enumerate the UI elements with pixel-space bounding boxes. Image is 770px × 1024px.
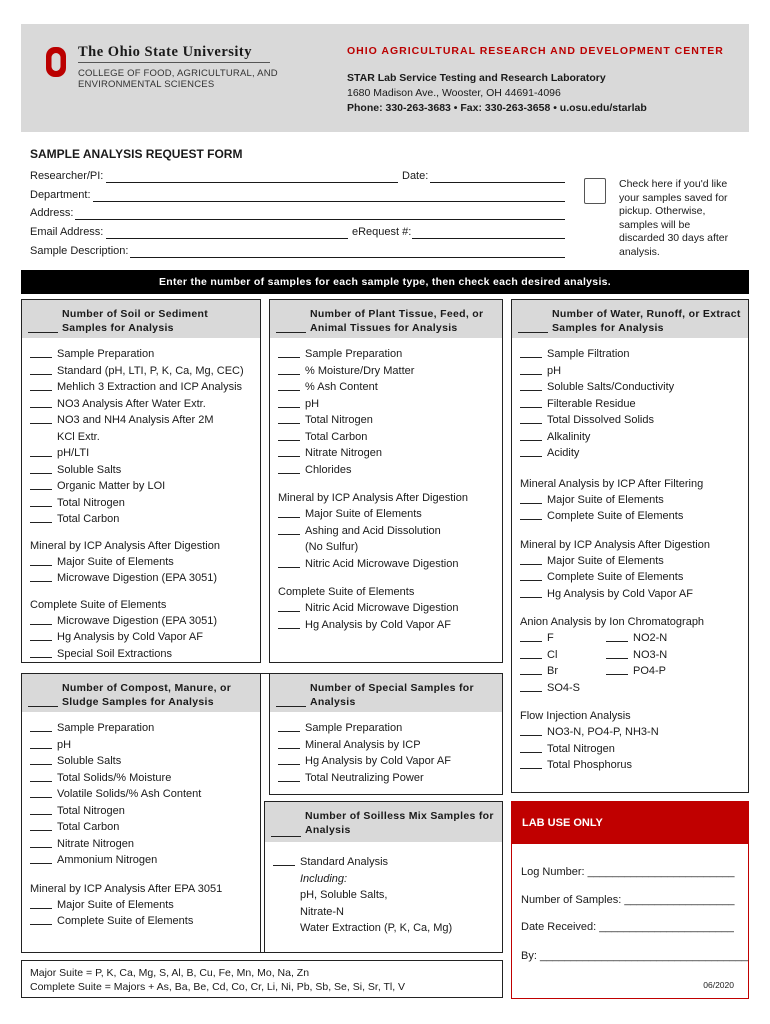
complete-suite-note: Complete Suite = Majors + As, Ba, Be, Cd, Co, Cr, Li, Ni, Pb, Sb, Se, Si, Sr, Tl, V — [30, 981, 406, 993]
date-field[interactable] — [430, 182, 565, 183]
soil-section-header — [22, 300, 260, 338]
list-item[interactable]: pH — [30, 737, 252, 754]
plant-section — [269, 299, 503, 663]
list-item[interactable]: Mineral Analysis by ICP — [278, 737, 494, 754]
list-item[interactable]: NO3 Analysis After Water Extr. — [30, 396, 252, 413]
list-item[interactable]: Complete Suite of Elements — [520, 569, 740, 586]
form-version-date: 06/2020 — [703, 980, 734, 990]
count-blank[interactable] — [520, 456, 542, 457]
count-blank[interactable] — [30, 764, 52, 765]
count-blank[interactable] — [520, 674, 542, 675]
water-section-header — [512, 300, 748, 338]
count-blank[interactable] — [278, 567, 300, 568]
count-blank[interactable] — [30, 423, 52, 424]
list-item[interactable]: Hg Analysis by Cold Vapor AF — [520, 586, 740, 603]
list-item[interactable]: Major Suite of Elements — [278, 506, 494, 523]
list-item[interactable]: Total Neutralizing Power — [278, 770, 494, 787]
lab-contact: Phone: 330-263-3683 • Fax: 330-263-3658 • u.osu.edu/starlab — [347, 102, 647, 114]
count-blank[interactable] — [30, 506, 52, 507]
count-blank[interactable] — [30, 781, 52, 782]
list-item[interactable]: Sample Preparation — [278, 720, 494, 737]
instructions-banner: Enter the number of samples for each sample type, then check each desired analysis. — [21, 270, 749, 294]
list-item[interactable]: Total Solids/% Moisture — [30, 770, 252, 787]
count-blank[interactable] — [30, 581, 52, 582]
list-item[interactable]: Hg Analysis by Cold Vapor AF — [30, 629, 252, 646]
list-item[interactable]: Total Nitrogen — [30, 803, 252, 820]
list-item[interactable]: Total Carbon — [30, 819, 252, 836]
count-blank[interactable] — [278, 423, 300, 424]
water-section — [511, 299, 749, 793]
group-title: Mineral by ICP Analysis After Digestion — [278, 492, 468, 504]
group-title: Complete Suite of Elements — [30, 598, 167, 611]
count-blank[interactable] — [520, 423, 542, 424]
count-blank[interactable] — [278, 781, 300, 782]
count-blank[interactable] — [30, 830, 52, 831]
date-received-field[interactable]: Date Received: ______________________ — [521, 921, 734, 933]
soilless-header-label: Number of Soilless Mix Samples for Analysis — [305, 810, 494, 836]
lab-address: 1680 Madison Ave., Wooster, OH 44691-4096 — [347, 87, 561, 99]
count-blank[interactable] — [520, 407, 542, 408]
count-blank[interactable] — [30, 565, 52, 566]
count-blank[interactable] — [30, 522, 52, 523]
list-item[interactable]: Filterable Residue — [520, 396, 740, 413]
count-blank[interactable] — [520, 440, 542, 441]
count-blank[interactable] — [30, 473, 52, 474]
list-item[interactable]: Microwave Digestion (EPA 3051) — [30, 613, 252, 630]
soilless-section — [264, 801, 503, 953]
list-item[interactable]: Volatile Solids/% Ash Content — [30, 786, 252, 803]
list-item[interactable]: pH — [520, 363, 740, 380]
count-blank[interactable] — [278, 731, 300, 732]
soil-section — [21, 299, 261, 663]
count-blank[interactable] — [520, 735, 542, 736]
soilless-section-header — [265, 802, 502, 842]
list-item[interactable]: Major Suite of Elements — [30, 897, 252, 914]
email-label: Email Address: — [30, 226, 104, 238]
count-blank[interactable] — [278, 407, 300, 408]
erequest-label: eRequest #: — [352, 226, 412, 238]
page-header — [21, 24, 749, 132]
list-item[interactable]: % Ash Content — [278, 379, 494, 396]
count-blank[interactable] — [606, 674, 628, 675]
count-blank[interactable] — [278, 748, 300, 749]
plant-header-label: Number of Plant Tissue, Feed, or Animal Tissues for Analysis — [310, 308, 484, 334]
list-item[interactable]: % Moisture/Dry Matter — [278, 363, 494, 380]
compost-section-header — [22, 674, 260, 712]
count-blank[interactable] — [278, 517, 300, 518]
list-item[interactable]: Total Nitrogen — [278, 412, 494, 429]
list-item[interactable]: Sample Preparation — [278, 346, 494, 363]
block-o-logo-icon — [45, 46, 67, 78]
list-item[interactable]: Nitrate Nitrogen — [30, 836, 252, 853]
list-item[interactable]: Total Phosphorus — [520, 757, 740, 774]
form-title: SAMPLE ANALYSIS REQUEST FORM — [30, 147, 243, 161]
list-item[interactable]: Alkalinity — [520, 429, 740, 446]
university-name: The Ohio State University — [78, 44, 253, 60]
count-blank[interactable] — [30, 748, 52, 749]
log-number-field[interactable]: Log Number: ________________________ — [521, 866, 735, 878]
count-blank[interactable] — [520, 503, 542, 504]
count-blank[interactable] — [520, 564, 542, 565]
list-item[interactable]: Nitric Acid Microwave Digestion — [278, 556, 494, 573]
count-blank[interactable] — [278, 473, 300, 474]
count-blank[interactable] — [30, 814, 52, 815]
group-title: Mineral by ICP Analysis After Digestion — [520, 538, 710, 551]
list-item[interactable]: Hg Analysis by Cold Vapor AF — [278, 753, 494, 770]
count-blank[interactable] — [520, 752, 542, 753]
pickup-checkbox[interactable] — [584, 178, 606, 204]
list-item-continuation: KCl Extr. — [57, 430, 100, 443]
count-blank[interactable] — [30, 456, 52, 457]
divider — [78, 62, 270, 63]
group-title: Mineral by ICP Analysis After Digestion — [30, 539, 220, 552]
list-item[interactable]: Standard (pH, LTI, P, K, Ca, Mg, CEC) — [30, 363, 252, 380]
count-blank[interactable] — [278, 390, 300, 391]
count-blank[interactable] — [30, 924, 52, 925]
list-item-continuation: Nitrate-N — [300, 905, 345, 918]
list-item[interactable]: pH/LTI — [30, 445, 252, 462]
compost-section — [21, 673, 261, 953]
group-title: Anion Analysis by Ion Chromatograph — [520, 616, 705, 628]
list-item[interactable]: Ammonium Nitrogen — [30, 852, 252, 869]
list-item[interactable]: Sample Filtration — [520, 346, 740, 363]
count-blank[interactable] — [30, 731, 52, 732]
count-blank[interactable] — [30, 657, 52, 658]
list-item[interactable]: Major Suite of Elements — [520, 492, 740, 509]
list-item[interactable]: Microwave Digestion (EPA 3051) — [30, 570, 252, 587]
department-field[interactable] — [93, 201, 565, 202]
list-item-continuation: Water Extraction (P, K, Ca, Mg) — [300, 922, 453, 934]
list-item[interactable]: NO3 and NH4 Analysis After 2M — [30, 412, 252, 429]
count-blank[interactable] — [30, 640, 52, 641]
count-blank[interactable] — [30, 863, 52, 864]
major-suite-note: Major Suite = P, K, Ca, Mg, S, Al, B, Cu, Fe, Mn, Mo, Na, Zn — [30, 967, 310, 979]
pickup-note: Check here if you'd like your samples saved for pickup. Otherwise, samples will be discarded 30 days after analysis. — [619, 178, 729, 258]
list-item[interactable]: Sample Preparation — [30, 720, 252, 737]
count-blank[interactable] — [278, 764, 300, 765]
received-by-field[interactable]: By: __________________________________ — [521, 950, 748, 962]
list-item[interactable]: Total Carbon — [278, 429, 494, 446]
list-item[interactable]: Ashing and Acid Dissolution — [278, 523, 494, 540]
count-blank[interactable] — [606, 658, 628, 659]
plant-section-header — [270, 300, 502, 338]
list-item[interactable]: Major Suite of Elements — [30, 554, 252, 571]
count-blank[interactable] — [273, 865, 295, 866]
count-blank[interactable] — [520, 597, 542, 598]
compost-header-label: Number of Compost, Manure, or Sludge Samples for Analysis — [62, 682, 232, 708]
list-item[interactable]: Major Suite of Elements — [520, 553, 740, 570]
count-blank[interactable] — [520, 768, 542, 769]
list-item[interactable]: Soluble Salts/Conductivity — [520, 379, 740, 396]
special-header-label: Number of Special Samples for Analysis — [310, 682, 474, 708]
department-label: Department: — [30, 189, 91, 201]
count-blank[interactable] — [278, 456, 300, 457]
count-blank[interactable] — [520, 519, 542, 520]
list-item[interactable]: Hg Analysis by Cold Vapor AF — [278, 617, 494, 634]
erequest-field[interactable] — [412, 238, 565, 239]
sample-count-field[interactable]: Number of Samples: __________________ — [521, 894, 735, 906]
lab-use-section — [511, 801, 749, 999]
list-item[interactable]: Chlorides — [278, 462, 494, 479]
special-section — [269, 673, 503, 795]
description-label: Sample Description: — [30, 245, 129, 257]
count-blank[interactable] — [520, 580, 542, 581]
list-item[interactable]: SO4-S — [520, 680, 606, 697]
count-blank[interactable] — [278, 440, 300, 441]
list-item[interactable]: Total Carbon — [30, 511, 252, 528]
list-item[interactable]: Br — [520, 663, 606, 680]
count-blank[interactable] — [520, 691, 542, 692]
count-blank[interactable] — [30, 374, 52, 375]
count-blank[interactable] — [278, 534, 300, 535]
list-item[interactable]: F — [520, 630, 606, 647]
count-blank[interactable] — [30, 357, 52, 358]
researcher-label: Researcher/PI: — [30, 170, 104, 182]
list-item[interactable]: pH — [278, 396, 494, 413]
count-blank[interactable] — [520, 390, 542, 391]
group-title: Flow Injection Analysis — [520, 710, 631, 722]
list-item[interactable]: Soluble Salts — [30, 753, 252, 770]
researcher-field[interactable] — [106, 182, 398, 183]
suite-legend — [21, 960, 503, 998]
list-item[interactable]: Cl — [520, 647, 606, 664]
list-item[interactable]: Sample Preparation — [30, 346, 252, 363]
list-item[interactable]: Acidity — [520, 445, 740, 462]
list-item[interactable]: Nitrate Nitrogen — [278, 445, 494, 462]
count-blank[interactable] — [30, 797, 52, 798]
soil-header-label: Number of Soil or Sediment Samples for Analysis — [62, 308, 209, 334]
list-item[interactable]: Special Soil Extractions — [30, 646, 252, 663]
list-item-continuation: (No Sulfur) — [305, 541, 359, 553]
list-item[interactable]: NO2-N — [606, 630, 667, 647]
address-field[interactable] — [75, 219, 565, 220]
list-item[interactable]: Total Dissolved Solids — [520, 412, 740, 429]
count-blank[interactable] — [278, 611, 300, 612]
count-blank[interactable] — [278, 628, 300, 629]
group-title: Mineral by ICP Analysis After EPA 3051 — [30, 882, 223, 895]
list-item[interactable]: Standard Analysis — [273, 854, 494, 871]
list-item[interactable]: Total Nitrogen — [30, 495, 252, 512]
count-blank[interactable] — [520, 641, 542, 642]
lab-use-header: LAB USE ONLY — [512, 802, 748, 844]
list-item[interactable]: Complete Suite of Elements — [30, 913, 252, 930]
date-label: Date: — [402, 170, 429, 182]
list-item[interactable]: PO4-P — [606, 663, 667, 680]
count-blank[interactable] — [520, 357, 542, 358]
list-item[interactable]: NO3-N, PO4-P, NH3-N — [520, 724, 740, 741]
count-blank[interactable] — [30, 624, 52, 625]
group-title: Mineral Analysis by ICP After Filtering — [520, 477, 704, 490]
college-name: COLLEGE OF FOOD, AGRICULTURAL, AND ENVIRONMENTAL SCIENCES — [78, 68, 278, 90]
list-item[interactable]: Mehlich 3 Extraction and ICP Analysis — [30, 379, 252, 396]
list-item[interactable]: NO3-N — [606, 647, 667, 664]
count-blank[interactable] — [30, 489, 52, 490]
special-section-header — [270, 674, 502, 712]
count-blank[interactable] — [30, 407, 52, 408]
list-item[interactable]: Organic Matter by LOI — [30, 478, 252, 495]
email-field[interactable] — [106, 238, 348, 239]
water-header-label: Number of Water, Runoff, or Extract Samples for Analysis — [552, 308, 741, 334]
count-blank[interactable] — [520, 658, 542, 659]
list-item[interactable]: Soluble Salts — [30, 462, 252, 479]
including-label: Including: — [300, 872, 348, 885]
count-blank[interactable] — [606, 641, 628, 642]
list-item[interactable]: Nitric Acid Microwave Digestion — [278, 600, 494, 617]
center-name: OHIO AGRICULTURAL RESEARCH AND DEVELOPMENT CENTER — [347, 45, 724, 57]
count-blank[interactable] — [520, 374, 542, 375]
group-title: Complete Suite of Elements — [278, 586, 415, 598]
count-blank[interactable] — [30, 390, 52, 391]
address-label: Address: — [30, 207, 74, 219]
count-blank[interactable] — [278, 374, 300, 375]
list-item-continuation: pH, Soluble Salts, — [300, 889, 388, 901]
count-blank[interactable] — [30, 908, 52, 909]
count-blank[interactable] — [30, 847, 52, 848]
count-blank[interactable] — [278, 357, 300, 358]
lab-name: STAR Lab Service Testing and Research Laboratory — [347, 72, 606, 84]
list-item[interactable]: Total Nitrogen — [520, 741, 740, 758]
description-field[interactable] — [130, 257, 565, 258]
list-item[interactable]: Complete Suite of Elements — [520, 508, 740, 525]
